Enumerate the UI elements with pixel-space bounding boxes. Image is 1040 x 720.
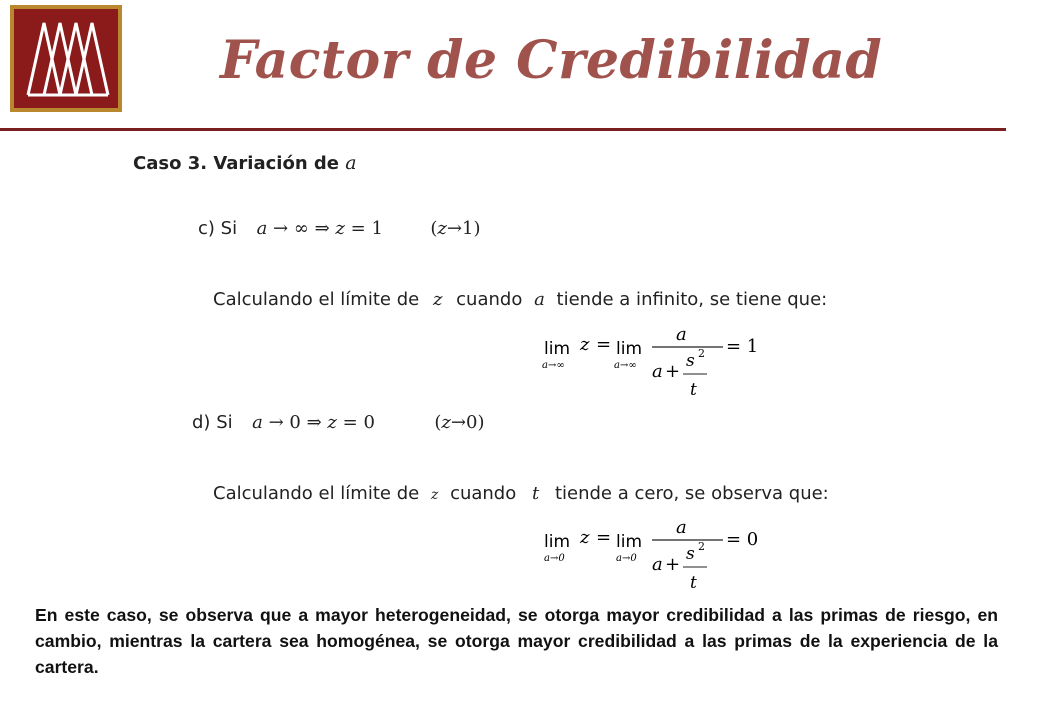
formula-d-num: a xyxy=(676,517,687,538)
case-c-one: 1 xyxy=(371,218,383,239)
calc-d-z: z xyxy=(430,487,439,503)
formula-c-lim1: lim xyxy=(544,339,571,359)
formula-d-z: z xyxy=(580,527,590,548)
case-c-line xyxy=(198,218,480,239)
formula-c-s: s xyxy=(686,351,695,371)
case-d-var: a xyxy=(252,412,263,433)
formula-d-exp: 2 xyxy=(698,540,705,553)
formula-d xyxy=(540,515,760,595)
case-d-zero: 0 xyxy=(363,412,375,433)
calc-c-before: Calculando el límite de xyxy=(213,289,420,310)
formula-d-sub2: a→0 xyxy=(616,553,637,564)
case-d-eq: = xyxy=(342,412,358,433)
formula-c-num: a xyxy=(676,324,687,345)
calc-c-a: a xyxy=(534,289,545,310)
formula-d-lim2: lim xyxy=(616,532,643,552)
formula-c-den-a: a xyxy=(652,361,663,382)
calc-d-line xyxy=(213,483,829,504)
formula-c xyxy=(540,322,760,402)
formula-d-s: s xyxy=(686,544,695,564)
calc-d-after: tiende a cero, se observa que: xyxy=(554,483,829,504)
case-d-target: 0 xyxy=(289,412,301,433)
case-d-line xyxy=(192,412,484,433)
title-divider xyxy=(0,128,1006,131)
formula-d-eq: = xyxy=(596,527,612,548)
calc-c-after: tiende a infinito, se tiene que: xyxy=(556,289,828,310)
case-c-target: ∞ xyxy=(293,218,309,239)
formula-c-t: t xyxy=(690,380,697,400)
formula-c-result: = 1 xyxy=(726,336,759,357)
formula-d-t: t xyxy=(690,573,697,593)
formula-d-result: = 0 xyxy=(726,529,759,550)
triangles-logo-icon xyxy=(14,9,118,108)
formula-d-lim1: lim xyxy=(544,532,571,552)
case-d-z: z xyxy=(327,412,337,433)
case-d-implies: ⇒ xyxy=(306,412,322,433)
calc-c-line xyxy=(213,289,827,310)
company-logo xyxy=(10,5,122,112)
formula-d-den-a: a xyxy=(652,554,663,575)
section-heading-text: Caso 3. Variación de xyxy=(133,153,339,174)
formula-c-sub1: a→∞ xyxy=(542,360,565,371)
case-c-si: Si xyxy=(220,218,238,239)
case-c-label: c) xyxy=(198,218,215,239)
formula-d-sub1: a→0 xyxy=(544,553,565,564)
calc-d-t: t xyxy=(531,483,540,504)
formula-c-plus: + xyxy=(665,361,681,382)
page-title: Factor de Credibilidad xyxy=(220,30,883,91)
calc-d-before: Calculando el límite de xyxy=(213,483,420,504)
case-d-paren: (z→0) xyxy=(434,412,485,433)
formula-c-z: z xyxy=(580,334,590,355)
case-c-var: a xyxy=(256,218,268,239)
conclusion-paragraph: En este caso, se observa que a mayor heterogeneidad, se otorga mayor credibilidad a las primas de riesgo, en cambio, mientras la cartera sea homogénea, se otorga mayor credibilidad a las primas de la experiencia de la cartera. xyxy=(35,605,998,677)
case-c-z: z xyxy=(335,218,345,239)
formula-d-plus: + xyxy=(665,554,681,575)
section-heading-var: a xyxy=(345,152,357,174)
calc-c-middle: cuando xyxy=(456,289,523,310)
case-c-paren: (z→1) xyxy=(430,218,481,239)
calc-c-z: z xyxy=(432,289,443,310)
case-d-label: d) xyxy=(192,412,211,433)
formula-c-eq: = xyxy=(596,334,612,355)
case-c-implies: ⇒ xyxy=(314,218,330,239)
formula-c-exp: 2 xyxy=(698,347,705,360)
calc-d-middle: cuando xyxy=(450,483,517,504)
formula-c-sub2: a→∞ xyxy=(614,360,637,371)
section-heading xyxy=(133,152,357,174)
case-d-arrow: → xyxy=(268,412,284,433)
formula-c-lim2: lim xyxy=(616,339,643,359)
case-c-arrow: → xyxy=(273,218,289,239)
case-c-eq: = xyxy=(350,218,366,239)
case-d-si: Si xyxy=(216,412,233,433)
